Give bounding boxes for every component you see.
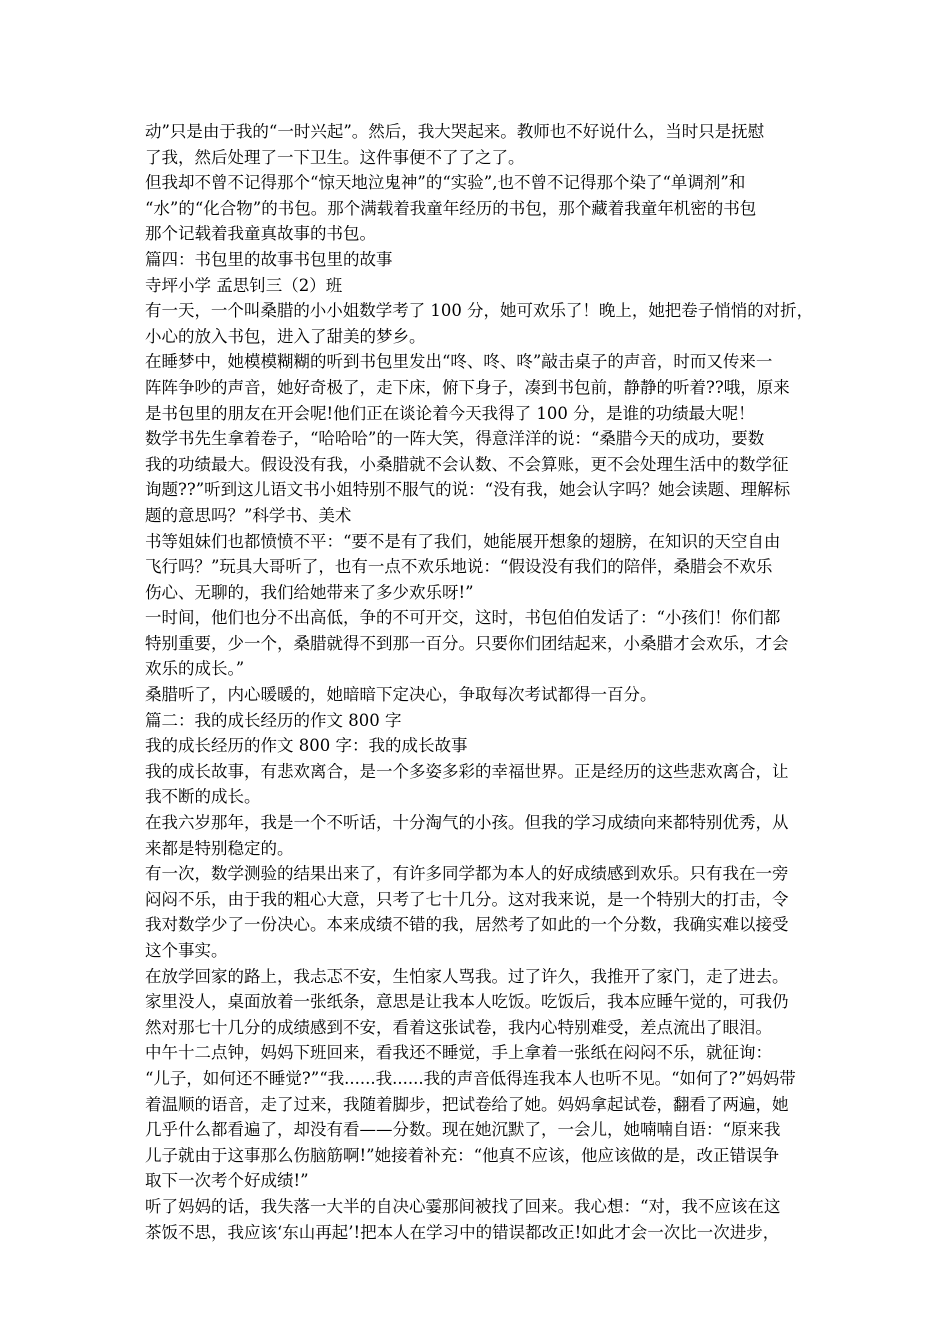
text-line: 伤心、无聊的，我们给她带来了多少欢乐呀!” bbox=[145, 582, 474, 602]
text-line: 来都是特别稳定的。 bbox=[145, 838, 294, 858]
text-line: 篇四：书包里的故事书包里的故事 bbox=[145, 249, 393, 269]
text-line: 飞行吗？”玩具大哥听了，也有一点不欢乐地说：“假设没有我们的陪伴，桑腊会不欢乐 bbox=[145, 557, 773, 577]
text-line: 我不断的成长。 bbox=[145, 787, 261, 807]
text-line: 书等姐妹们也都愤愤不平：“要不是有了我们，她能展开想象的翅膀，在知识的天空自由 bbox=[145, 531, 781, 551]
text-line: 是书包里的朋友在开会呢!他们正在谈论着今天我得了 100 分，是谁的功绩最大呢！ bbox=[145, 403, 755, 423]
text-line: 我的成长经历的作文 800 字：我的成长故事 bbox=[145, 736, 468, 756]
text-line: 几乎什么都看遍了，却没有看——分数。现在她沉默了，一会儿，她喃喃自语：“原来我 bbox=[145, 1120, 781, 1140]
document-body-text bbox=[145, 119, 813, 1245]
text-line: 小心的放入书包，进入了甜美的梦乡。 bbox=[145, 326, 426, 346]
text-line: 但我却不曾不记得那个“惊天地泣鬼神”的“实验”,也不曾不记得那个染了“单调剂”和 bbox=[145, 173, 746, 193]
text-line: 动”只是由于我的“一时兴起”。然后，我大哭起来。教师也不好说什么，当时只是抚慰 bbox=[145, 122, 765, 141]
text-line: 闷闷不乐，由于我的粗心大意，只考了七十几分。这对我来说，是一个特别大的打击，令 bbox=[145, 889, 789, 909]
text-line: 那个记载着我童真故事的书包。 bbox=[145, 224, 376, 244]
text-line: 欢乐的成长。” bbox=[145, 659, 245, 679]
text-line: 听了妈妈的话，我失落一大半的自决心霎那间被找了回来。我心想：“对，我不应该在这 bbox=[145, 1196, 781, 1216]
text-line: 儿子就由于这事那么伤脑筋啊!”她接着补充：“他真不应该，他应该做的是，改正错误争 bbox=[145, 1145, 780, 1165]
text-line: “儿子，如何还不睡觉?”“我......我......我的声音低得连我本人也听不见。“如何了?”妈妈带 bbox=[145, 1068, 796, 1088]
text-line: 茶饭不思，我应该‘东山再起’!把本人在学习中的错误都改正!如此才会一次比一次进步， bbox=[145, 1222, 780, 1242]
text-line: 着温顺的语音，走了过来，我随着脚步，把试卷给了她。妈妈拿起试卷，翻看了两遍，她 bbox=[145, 1094, 789, 1114]
text-line: 在我六岁那年，我是一个不听话，十分淘气的小孩。但我的学习成绩向来都特别优秀，从 bbox=[145, 813, 789, 833]
text-line: 了我，然后处理了一下卫生。这件事便不了了之了。 bbox=[145, 147, 525, 167]
text-line: 有一次，数学测验的结果出来了，有许多同学都为本人的好成绩感到欢乐。只有我在一旁 bbox=[145, 864, 789, 884]
text-line: 在睡梦中，她模模糊糊的听到书包里发出“咚、咚、咚”敲击桌子的声音，时而又传来一 bbox=[145, 352, 773, 372]
text-line: 我对数学少了一份决心。本来成绩不错的我，居然考了如此的一个分数，我确实难以接受 bbox=[145, 915, 789, 935]
text-line: 篇二：我的成长经历的作文 800 字 bbox=[145, 710, 402, 730]
text-line: 一时间，他们也分不出高低，争的不可开交，这时，书包伯伯发话了：“小孩们！你们都 bbox=[145, 608, 781, 628]
text-line: 我的成长故事，有悲欢离合，是一个多姿多彩的幸福世界。正是经历的这些悲欢离合，让 bbox=[145, 761, 789, 781]
text-line: 然对那七十几分的成绩感到不安，看着这张试卷，我内心特别难受，差点流出了眼泪。 bbox=[145, 1017, 772, 1037]
text-line: 数学书先生拿着卷子，“哈哈哈”的一阵大笑，得意洋洋的说：“桑腊今天的成功，要数 bbox=[145, 429, 765, 449]
text-line: 题的意思吗？”科学书、美术 bbox=[145, 505, 352, 525]
text-line: 我的功绩最大。假设没有我，小桑腊就不会认数、不会算账，更不会处理生活中的数学征 bbox=[145, 454, 789, 474]
text-line: 寺坪小学 孟思钊三（2）班 bbox=[145, 275, 343, 295]
text-line: 桑腊听了，内心暖暖的，她暗暗下定决心，争取每次考试都得一百分。 bbox=[145, 685, 657, 705]
text-line: 有一天，一个叫桑腊的小小姐数学考了 100 分，她可欢乐了！晚上，她把卷子悄悄的对折， bbox=[145, 301, 814, 321]
text-line: “水”的“化合物”的书包。那个满载着我童年经历的书包，那个藏着我童年机密的书包 bbox=[145, 198, 757, 218]
text-line: 阵阵争吵的声音，她好奇极了，走下床，俯下身子，凑到书包前，静静的听着??哦，原来 bbox=[145, 377, 790, 397]
text-line: 取下一次考个好成绩!” bbox=[145, 1171, 309, 1191]
text-line: 中午十二点钟，妈妈下班回来，看我还不睡觉，手上拿着一张纸在闷闷不乐，就征询： bbox=[145, 1043, 772, 1063]
text-line: 家里没人，桌面放着一张纸条，意思是让我本人吃饭。吃饭后，我本应睡午觉的，可我仍 bbox=[145, 992, 789, 1012]
text-line: 在放学回家的路上，我忐忑不安，生怕家人骂我。过了许久，我推开了家门，走了进去。 bbox=[145, 966, 789, 986]
text-line: 特别重要，少一个，桑腊就得不到那一百分。只要你们团结起来，小桑腊才会欢乐，才会 bbox=[145, 633, 789, 653]
text-line: 询题??”听到这儿语文书小姐特别不服气的说：“没有我，她会认字吗？她会读题、理解标 bbox=[145, 480, 791, 500]
text-line: 这个事实。 bbox=[145, 941, 228, 960]
